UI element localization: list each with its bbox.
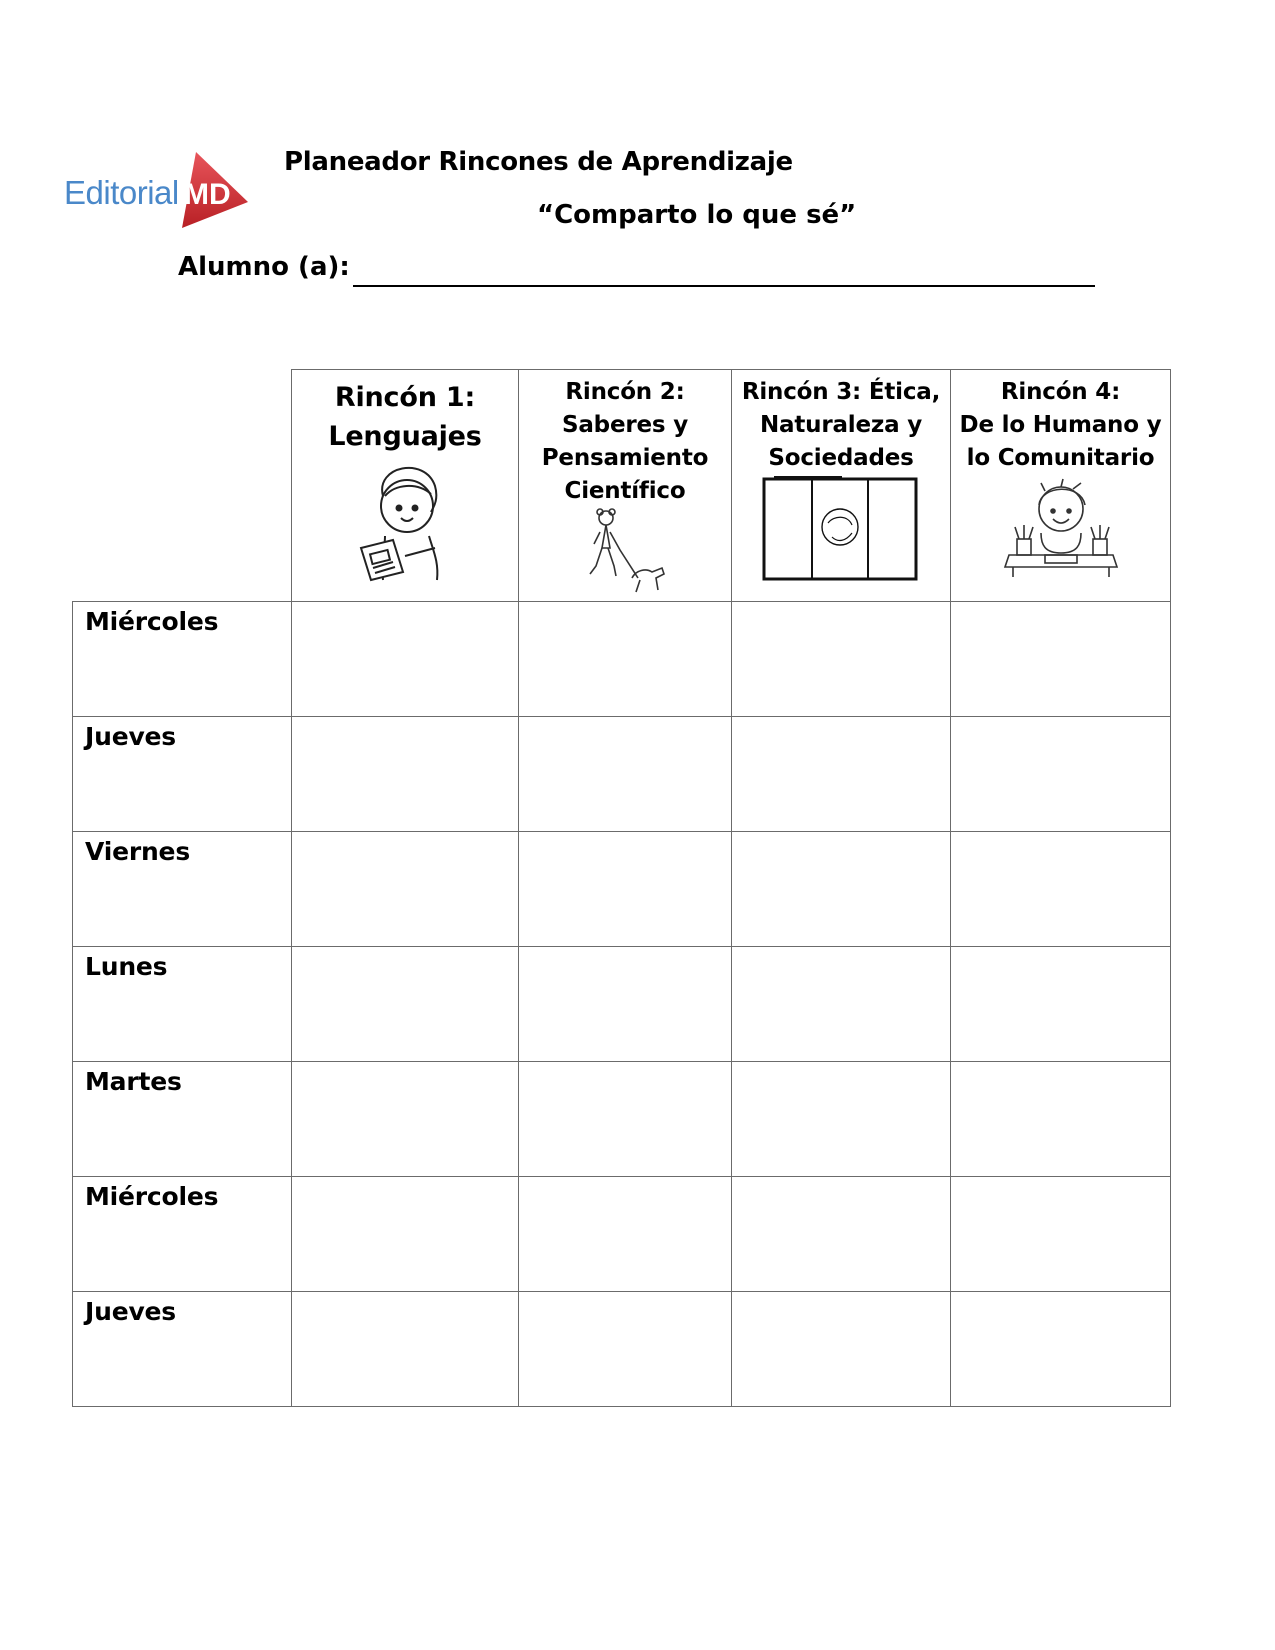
entry-cell[interactable]	[519, 717, 732, 832]
entry-cell[interactable]	[732, 1177, 951, 1292]
student-name-label: Alumno (a):	[178, 252, 350, 282]
entry-cell[interactable]	[951, 717, 1171, 832]
column-header-line: Rincón 4:	[1000, 379, 1121, 405]
girl-walking-dog-icon	[580, 508, 670, 600]
day-cell	[73, 1177, 292, 1292]
column-header-line: Científico	[564, 478, 686, 504]
entry-cell[interactable]	[732, 832, 951, 947]
entry-cell[interactable]	[292, 717, 519, 832]
table-row	[73, 1062, 1171, 1177]
table-row	[73, 1292, 1171, 1407]
entry-cell[interactable]	[292, 947, 519, 1062]
entry-cell[interactable]	[951, 947, 1171, 1062]
column-header-line: De lo Humano y	[959, 412, 1162, 438]
entry-cell[interactable]	[292, 1292, 519, 1407]
corner-cell	[73, 370, 292, 602]
editorial-md-logo	[62, 150, 252, 230]
column-header-line: lo Comunitario	[966, 445, 1155, 471]
table-header-row	[73, 370, 1171, 602]
logo-mark-text: MD	[184, 178, 231, 211]
day-label: Viernes	[85, 837, 190, 866]
planner-table	[72, 369, 1171, 1407]
day-label: Jueves	[85, 722, 176, 751]
table-row	[73, 602, 1171, 717]
logo-text: Editorial	[64, 174, 179, 211]
day-cell	[73, 717, 292, 832]
day-cell	[73, 947, 292, 1062]
entry-cell[interactable]	[519, 1292, 732, 1407]
day-label: Miércoles	[85, 1182, 219, 1211]
day-cell	[73, 602, 292, 717]
entry-cell[interactable]	[292, 602, 519, 717]
mexican-flag-icon	[762, 475, 920, 581]
student-name-field[interactable]	[353, 285, 1095, 287]
entry-cell[interactable]	[951, 1062, 1171, 1177]
table-row	[73, 947, 1171, 1062]
entry-cell[interactable]	[951, 832, 1171, 947]
column-header-line: Rincón 3: Ética,	[741, 379, 941, 405]
entry-cell[interactable]	[519, 947, 732, 1062]
column-header-line: Naturaleza y	[760, 412, 922, 438]
logo-md-mark-icon	[174, 150, 254, 230]
page-title: Planeador Rincones de Aprendizaje	[284, 147, 793, 177]
table-row	[73, 1177, 1171, 1292]
column-header-line: Sociedades	[768, 445, 914, 471]
entry-cell[interactable]	[519, 832, 732, 947]
day-label: Jueves	[85, 1297, 176, 1326]
day-label: Miércoles	[85, 607, 219, 636]
entry-cell[interactable]	[951, 1292, 1171, 1407]
column-header-line: Pensamiento	[541, 445, 709, 471]
entry-cell[interactable]	[519, 1177, 732, 1292]
column-header-rincon-2	[519, 370, 732, 602]
entry-cell[interactable]	[951, 1177, 1171, 1292]
table-row	[73, 832, 1171, 947]
page-subtitle: “Comparto lo que sé”	[537, 200, 857, 230]
column-header-line: Lenguajes	[328, 421, 482, 452]
column-header-rincon-1	[292, 370, 519, 602]
day-cell	[73, 1062, 292, 1177]
entry-cell[interactable]	[732, 1292, 951, 1407]
column-header-line: Rincón 2:	[565, 379, 685, 405]
entry-cell[interactable]	[732, 947, 951, 1062]
entry-cell[interactable]	[519, 602, 732, 717]
child-drawing-icon	[1001, 475, 1121, 579]
column-header-line: Saberes y	[562, 412, 688, 438]
column-header-rincon-3	[732, 370, 951, 602]
day-label: Martes	[85, 1067, 182, 1096]
entry-cell[interactable]	[732, 602, 951, 717]
column-header-rincon-4	[951, 370, 1171, 602]
day-cell	[73, 1292, 292, 1407]
entry-cell[interactable]	[292, 1062, 519, 1177]
entry-cell[interactable]	[951, 602, 1171, 717]
entry-cell[interactable]	[519, 1062, 732, 1177]
entry-cell[interactable]	[292, 832, 519, 947]
entry-cell[interactable]	[732, 1062, 951, 1177]
entry-cell[interactable]	[292, 1177, 519, 1292]
entry-cell[interactable]	[732, 717, 951, 832]
day-label: Lunes	[85, 952, 168, 981]
day-cell	[73, 832, 292, 947]
column-header-line: Rincón 1:	[334, 382, 476, 413]
table-row	[73, 717, 1171, 832]
child-reading-icon	[355, 456, 455, 582]
